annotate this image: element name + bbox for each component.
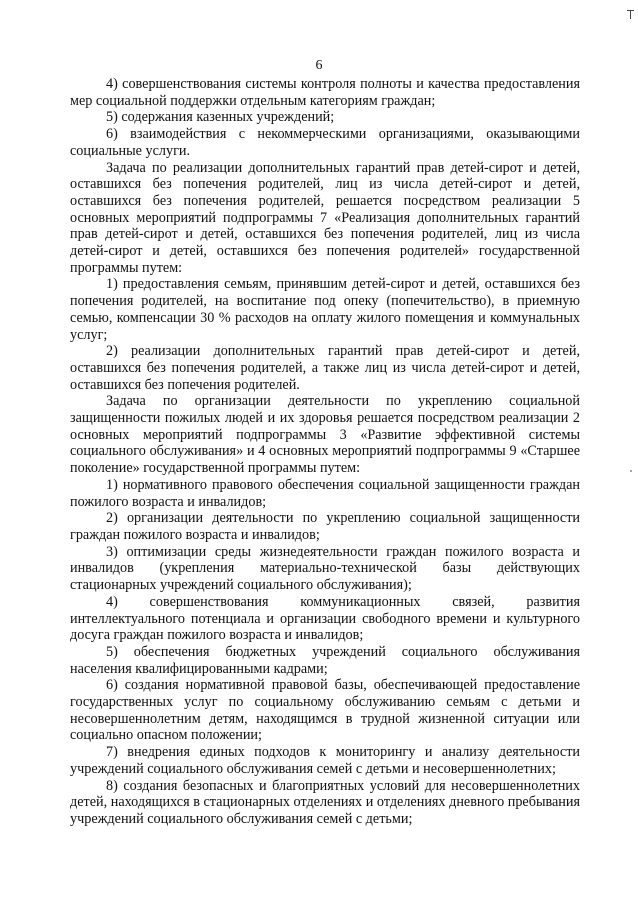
scan-speck (630, 470, 632, 472)
paragraph-elderly-item-4: 4) совершенствования коммуникационных связей, развития интеллектуального потенциала и организации свободного времени и культурного досуга граждан пожилого возраста и инвалидов; (70, 593, 580, 644)
page-number: 6 (315, 58, 323, 73)
paragraph-elderly-item-5: 5) обеспечения бюджетных учреждений социального обслуживания населения квалифицированными кадрами; (70, 643, 580, 677)
paragraph-item-6-nko: 6) взаимодействия с некоммерческими организациями, оказывающими социальные услуги. (70, 126, 580, 159)
paragraph-item-5-institutions: 5) содержания казенных учреждений; (106, 109, 335, 126)
scan-edge-mark (627, 10, 634, 19)
document-body (70, 76, 580, 828)
paragraph-families-item-6: 6) создания нормативной правовой базы, обеспечивающей предоставление государственных услуг по социальному обслуживанию семьям с детьми и несовершеннолетним детям, находящимся в трудной жизненной ситуации или социально опасном положении; (70, 677, 580, 744)
paragraph-families-item-7: 7) внедрения единых подходов к мониторингу и анализу деятельности учреждений социального обслуживания семей с детьми и несовершеннолетних; (70, 744, 580, 777)
paragraph-orphans-task: Задача по реализации дополнительных гарантий прав детей-сирот и детей, оставшихся без попечения родителей, лиц из числа детей-сирот и детей, оставшихся без попечения родителей, решается посредством реализации 5 основных мероприятий подпрограммы 7 «Реализация дополнительных гарантий прав детей-сирот и детей, оставшихся без попечения родителей, лиц из числа детей-сирот и детей, оставшихся без попечения родителей» государственной программы путем: (70, 159, 580, 276)
paragraph-elderly-task: Задача по организации деятельности по укреплению социальной защищенности пожилых людей и их здоровья решается посредством реализации 2 основных мероприятий подпрограммы 3 «Развитие эффективной системы социального обслуживания» и 4 основных мероприятий подпрограммы 9 «Старшее поколение» государственной программы путем: (70, 393, 580, 477)
paragraph-elderly-item-1: 1) нормативного правового обеспечения социальной защищенности граждан пожилого возраста и инвалидов; (70, 476, 580, 510)
paragraph-orphans-item-1: 1) предоставления семьям, принявшим детей-сирот и детей, оставшихся без попечения родителей, на воспитание под опеку (попечительство), в приемную семью, компенсации 30 % расходов на оплату жилого помещения и коммунальных услуг; (70, 276, 580, 343)
paragraph-elderly-item-2: 2) организации деятельности по укреплению социальной защищенности граждан пожилого возраста и инвалидов; (70, 510, 580, 543)
paragraph-elderly-item-3: 3) оптимизации среды жизнедеятельности граждан пожилого возраста и инвалидов (укрепления материально-технической базы действующих стационарных учреждений социального обслуживания); (70, 543, 580, 594)
paragraph-item-4-control: 4) совершенствования системы контроля полноты и качества предоставления мер социальной поддержки отдельным категориям граждан; (70, 76, 580, 109)
paragraph-orphans-item-2: 2) реализации дополнительных гарантий прав детей-сирот и детей, оставшихся без попечения родителей, а также лиц из числа детей-сирот и детей, оставшихся без попечения родителей. (70, 343, 580, 393)
paragraph-families-item-8: 8) создания безопасных и благоприятных условий для несовершеннолетних детей, находящихся в стационарных отделениях и отделениях дневного пребывания учреждений социального обслуживания семей с детьми; (70, 777, 580, 827)
